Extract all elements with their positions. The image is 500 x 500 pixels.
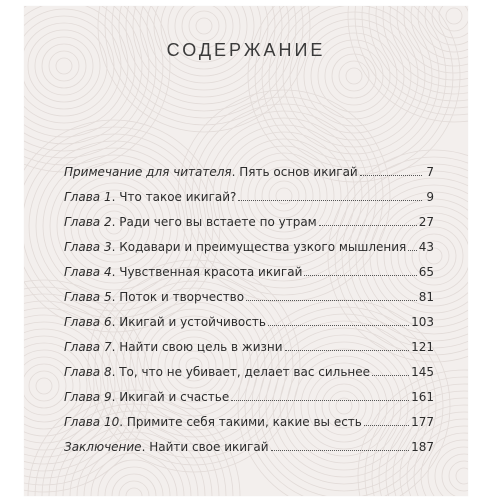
toc-entry-prefix: Глава 7 — [64, 340, 112, 354]
toc-page-number: 177 — [411, 415, 434, 429]
toc-entry — [64, 354, 434, 379]
toc-entry — [64, 279, 434, 304]
toc-page-number: 161 — [411, 390, 434, 404]
toc-page-number: 7 — [426, 165, 434, 179]
toc-entry-title — [64, 390, 229, 404]
dot-leader — [238, 200, 422, 201]
dot-leader — [246, 300, 417, 301]
toc-entry-title — [64, 190, 236, 204]
toc-entry — [64, 254, 434, 279]
toc-entry-text: . Поток и творчество — [111, 290, 245, 304]
toc-page-number: 187 — [411, 440, 434, 454]
dot-leader — [304, 275, 416, 276]
toc-entry-prefix: Примечание для читателя — [64, 165, 232, 179]
toc-page-number: 103 — [411, 315, 434, 329]
dot-leader — [285, 350, 410, 351]
dot-leader — [319, 225, 417, 226]
dot-leader — [268, 325, 409, 326]
dot-leader — [231, 400, 409, 401]
toc-entry-prefix: Глава 4 — [64, 265, 112, 279]
page-title: СОДЕРЖАНИЕ — [166, 40, 326, 60]
toc-page-number: 81 — [418, 290, 434, 304]
toc-entry — [64, 154, 434, 179]
toc-entry-prefix: Глава 3 — [64, 240, 112, 254]
toc-page-number: 65 — [418, 265, 434, 279]
toc-entry-title — [64, 165, 358, 179]
toc-entry-title — [64, 215, 317, 229]
toc-entry-title — [64, 265, 302, 279]
toc-entry-prefix: Глава 5 — [64, 290, 112, 304]
toc-entry-title — [64, 240, 406, 254]
toc-entry-text: . Чувственная красота икигай — [111, 265, 303, 279]
table-of-contents — [64, 154, 434, 454]
toc-page-number: 145 — [411, 365, 434, 379]
dot-leader — [372, 375, 409, 376]
toc-entry-prefix: Глава 10 — [64, 415, 120, 429]
book-page — [24, 6, 468, 496]
toc-page-number: 43 — [418, 240, 434, 254]
toc-page-number: 27 — [418, 215, 434, 229]
toc-page-number: 9 — [426, 190, 434, 204]
toc-entry — [64, 229, 434, 254]
toc-entry — [64, 404, 434, 429]
dot-leader — [408, 250, 416, 251]
toc-entry-text: . Кодавари и преимущества узкого мышления — [111, 240, 407, 254]
dot-leader — [364, 425, 409, 426]
toc-entry-prefix: Глава 2 — [64, 215, 112, 229]
toc-entry-prefix: Глава 1 — [64, 190, 112, 204]
dot-leader — [360, 175, 422, 176]
toc-entry — [64, 179, 434, 204]
toc-entry-text: . Икигай и устойчивость — [111, 315, 266, 329]
toc-entry-title — [64, 415, 362, 429]
toc-entry-text: . Примите себя такими, какие вы есть — [119, 415, 362, 429]
toc-entry-title — [64, 365, 370, 379]
dot-leader — [271, 450, 410, 451]
toc-page-number: 121 — [411, 340, 434, 354]
toc-entry-title — [64, 290, 244, 304]
toc-entry — [64, 304, 434, 329]
toc-entry-text: . Ради чего вы встаете по утрам — [111, 215, 317, 229]
toc-entry-prefix: Глава 9 — [64, 390, 112, 404]
toc-entry-text: . Что такое икигай? — [111, 190, 237, 204]
toc-entry-text: . Найти свою цель в жизни — [111, 340, 283, 354]
toc-entry-title — [64, 315, 266, 329]
toc-entry-text: . То, что не убивает, делает вас сильнее — [111, 365, 371, 379]
toc-entry-title — [64, 340, 283, 354]
toc-entry-text: . Найти свое икигай — [141, 440, 269, 454]
toc-entry — [64, 329, 434, 354]
toc-entry-text: . Икигай и счастье — [111, 390, 230, 404]
toc-entry-title — [64, 440, 269, 454]
toc-entry-prefix: Глава 6 — [64, 315, 112, 329]
toc-entry-text: . Пять основ икигай — [231, 165, 358, 179]
toc-entry-prefix: Заключение — [64, 440, 142, 454]
toc-entry — [64, 429, 434, 454]
toc-entry-prefix: Глава 8 — [64, 365, 112, 379]
toc-entry — [64, 204, 434, 229]
toc-entry — [64, 379, 434, 404]
